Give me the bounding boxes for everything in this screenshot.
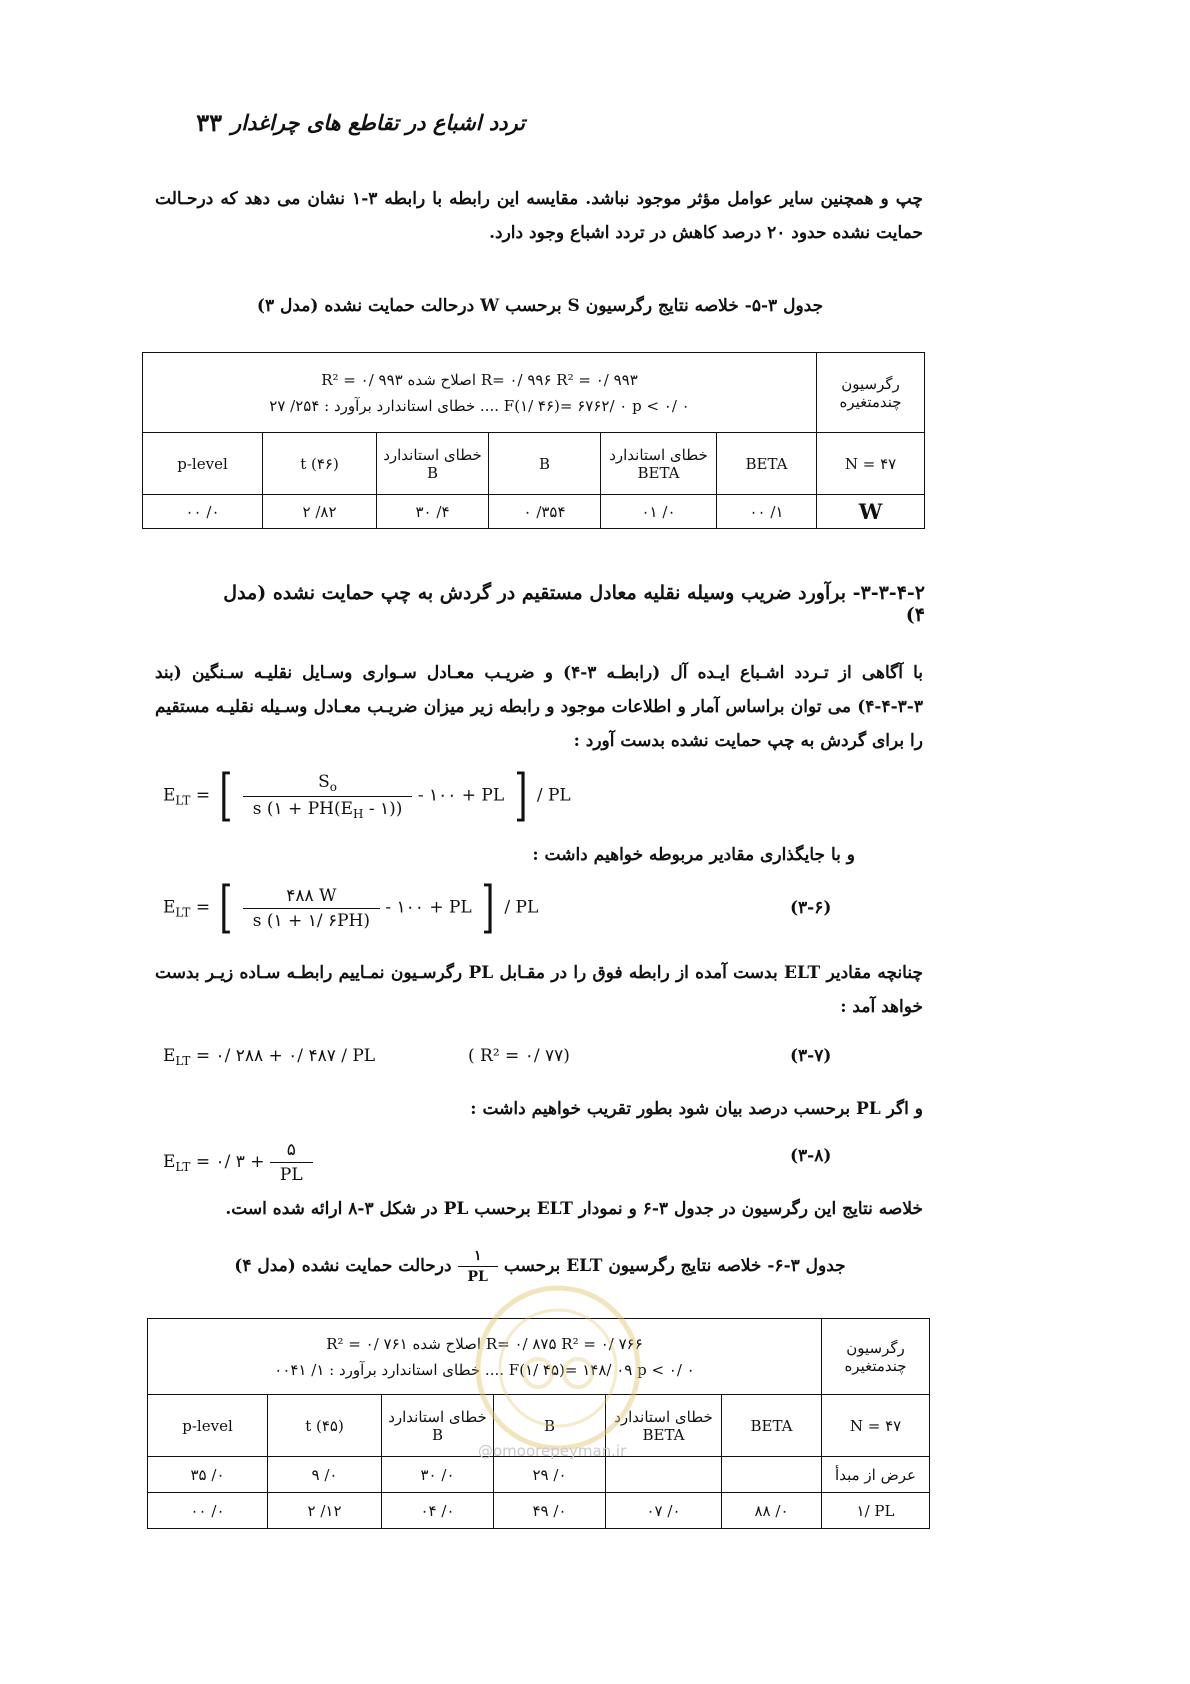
eq-tail: / PL xyxy=(498,897,539,918)
eq-lhs-sub: LT xyxy=(175,1160,191,1174)
table5-cell: ۰/ ۰۰ xyxy=(143,495,263,529)
table6-cell xyxy=(722,1457,822,1493)
bracket-open: [ xyxy=(219,875,233,940)
eq-lhs-sub: LT xyxy=(175,1054,191,1068)
table6-header-p: p-level xyxy=(148,1395,268,1457)
eq-num-sub: o xyxy=(329,779,338,794)
page-number: ۳۳ xyxy=(196,108,222,137)
table6-cell: ۱۲/ ۲ xyxy=(268,1493,382,1529)
eq-fraction xyxy=(243,772,413,821)
eq-lhs: E xyxy=(163,785,176,806)
table6-stats-line1: R= ۰/ ۸۷۵ R² = ۰/ ۷۶۶ اصلاح شده R² = ۰/ ۷۶۱ xyxy=(326,1334,643,1353)
table6-cell: ۰/ ۲۹ xyxy=(494,1457,606,1493)
paragraph-regression: چنانچه مقادیر ELT بدست آمده از رابطه فوق را در مقـابل PL رگرسـیون نمـاییم رابطـه سـاده زیـر بدست خواهد آمد : xyxy=(155,963,923,1017)
eq-rhs: = ۰/ ۲۸۸ + ۰/ ۴۸۷ / PL xyxy=(190,1046,376,1066)
eq-lhs: E xyxy=(163,1046,176,1066)
table5-row-label: رگرسیون چندمتغیره xyxy=(817,353,925,433)
eq-after: - ۱۰۰ + PL xyxy=(417,785,505,806)
table5-stats xyxy=(143,353,817,433)
eq-den-post: - ۱)) xyxy=(363,798,403,819)
table6-header-b: B xyxy=(494,1395,606,1457)
eq-tail: / PL xyxy=(531,785,571,806)
table6-header-t: t (۴۵) xyxy=(268,1395,382,1457)
bracket-close: ] xyxy=(481,875,495,940)
table5-cell: ۴/ ۳۰ xyxy=(377,495,489,529)
table6-header-n: N = ۴۷ xyxy=(822,1395,930,1457)
paragraph-percent: و اگر PL برحسب درصد بیان شود بطور تقریب خواهیم داشت : xyxy=(470,1099,923,1119)
table6-cell: ۰/ ۳۰ xyxy=(382,1457,494,1493)
table6-header-se-b: خطای استاندارد B xyxy=(382,1395,494,1457)
eq-fraction xyxy=(243,886,380,931)
eq-den: s (۱ + PH(E xyxy=(252,798,353,819)
eq-den-sub: H xyxy=(353,806,364,821)
equation-number-3-8: (۳-۸) xyxy=(790,1146,832,1166)
eq-rhs: = ۰/ ۳ + xyxy=(190,1152,270,1172)
table5-header-se-beta: خطای استاندارد BETA xyxy=(601,433,717,495)
table6-cell: ۰/ ۰۰ xyxy=(148,1493,268,1529)
table6-header-beta: BETA xyxy=(722,1395,822,1457)
eq-lhs: E xyxy=(163,1152,176,1172)
equation-number-3-7: (۳-۷) xyxy=(790,1046,832,1066)
table5-header-t: t (۴۶) xyxy=(263,433,377,495)
watermark-seal-icon xyxy=(468,1278,648,1458)
table5-stats-line1: R= ۰/ ۹۹۶ R² = ۰/ ۹۹۳ اصلاح شده R² = ۰/ ۹۹۳ xyxy=(321,370,638,389)
table5-regression xyxy=(142,352,925,529)
table6-cell: ۰/ ۴۹ xyxy=(494,1493,606,1529)
table5-header-beta: BETA xyxy=(717,433,817,495)
table5-cell: W xyxy=(817,495,925,529)
table6-cell: ۰/ ۳۵ xyxy=(148,1457,268,1493)
table6-cell: ۰/ ۰۷ xyxy=(606,1493,722,1529)
table5-cell: ۱/ ۰۰ xyxy=(717,495,817,529)
paragraph-intro: چپ و همچنین سایر عوامل مؤثر موجود نباشد. مقایسه این رابطه با رابطه ۳-۱ نشان می دهد که درحـالت حمایت نشده حدود ۲۰ درصد کاهش در تردد اشباع وجود دارد. xyxy=(155,189,924,243)
eq-fraction xyxy=(270,1140,313,1185)
table6-cell xyxy=(606,1457,722,1493)
table6-cell: عرض از مبدأ xyxy=(822,1457,930,1493)
eq-lhs: E xyxy=(163,897,176,918)
equation-3-8 xyxy=(163,1140,313,1185)
table5-caption: جدول ۳-۵- خلاصه نتایج رگرسیون S برحسب W درحالت حمایت نشده (مدل ۳) xyxy=(256,296,824,316)
table5-header-b: B xyxy=(489,433,601,495)
eq-den: s (۱ + ۱/ ۶PH) xyxy=(243,908,380,931)
bracket-close: ] xyxy=(513,763,528,828)
section-heading: ۳-۳-۴-۲- برآورد ضریب وسیله نقلیه معادل مستقیم در گردش به چپ حمایت نشده (مدل ۴) xyxy=(223,582,925,626)
table6-caption-b: درحالت حمایت نشده (مدل ۴) xyxy=(234,1256,452,1276)
eq-lhs-sub: LT xyxy=(175,793,191,808)
table6-cell: ۰/ ۸۸ xyxy=(722,1493,822,1529)
paragraph-substitution: و با جایگذاری مقادیر مربوطه خواهیم داشت : xyxy=(532,845,855,865)
equation-3-7 xyxy=(163,1046,375,1068)
table6-header-se-beta: خطای استاندارد BETA xyxy=(606,1395,722,1457)
table5-cell: ۸۲/ ۲ xyxy=(263,495,377,529)
running-title: تردد اشباع در تقاطع های چراغدار xyxy=(231,110,525,135)
table6-stats-line2: F(۱/ ۴۵)= ۱۴۸/ ۰۹ p < ۰/ ۰ .... خطای استاندارد برآورد : ۱/ ۰۰۴۱ xyxy=(274,1360,695,1379)
table6-cell: ۱/ PL xyxy=(822,1493,930,1529)
table5-cell: ۰/ ۰۱ xyxy=(601,495,717,529)
eq-equals: = xyxy=(190,897,211,918)
table6-row-label: رگرسیون چندمتغیره xyxy=(822,1319,930,1395)
table6-caption-a: جدول ۳-۶- خلاصه نتایج رگرسیون ELT برحسب xyxy=(503,1256,846,1276)
table5-cell: ۳۵۴/ ۰ xyxy=(489,495,601,529)
table5-header-p: p-level xyxy=(143,433,263,495)
eq-lhs-sub: LT xyxy=(175,905,191,920)
equation-3-7-r2: ( R² = ۰/ ۷۷) xyxy=(468,1046,570,1066)
running-header xyxy=(160,108,525,148)
table6-cell: ۰/ ۹ xyxy=(268,1457,382,1493)
caption-frac-num: ۱ xyxy=(473,1248,482,1264)
equation-3-6 xyxy=(163,875,539,940)
table5-stats-line2: F(۱/ ۴۶)= ۶۷۶۲/ ۰ p < ۰/ ۰ .... خطای استاندارد برآورد : ۲۵۴/ ۲۷ xyxy=(269,396,690,415)
equation-number-3-6: (۳-۶) xyxy=(790,898,832,918)
equation-general xyxy=(163,763,571,828)
paragraph-method: با آگاهی از تـردد اشـباع ایـده آل (رابطـه ۳-۴) و ضریـب معـادل سـواری وسـایل نقلیـه سـنگین (بند ۳-۳-۴-۴) می توان براساس آمار و اطلاعات موجود و رابطه زیر میزان ضریـب معـادل وسـیله نقلیـه مستقیم را برای گردش به چپ حمایت نشده بدست آورد : xyxy=(155,663,924,751)
eq-num: ۴۸۸ W xyxy=(286,885,337,906)
caption-frac-den: PL xyxy=(458,1266,498,1285)
table5-header-se-b: خطای استاندارد B xyxy=(377,433,489,495)
table6-cell: ۰/ ۰۴ xyxy=(382,1493,494,1529)
watermark-text: @omoorepeyman.ir xyxy=(478,1442,627,1460)
eq-equals: = xyxy=(190,785,211,806)
eq-den: PL xyxy=(270,1162,313,1185)
bracket-open: [ xyxy=(219,763,233,828)
eq-num: ۵ xyxy=(286,1140,296,1160)
eq-after: - ۱۰۰ + PL xyxy=(385,897,472,918)
paragraph-summary: خلاصه نتایج این رگرسیون در جدول ۳-۶ و نمودار ELT برحسب PL در شکل ۳-۸ ارائه شده است. xyxy=(225,1199,923,1219)
table5-header-n: N = ۴۷ xyxy=(817,433,925,495)
eq-num: S xyxy=(318,771,330,792)
